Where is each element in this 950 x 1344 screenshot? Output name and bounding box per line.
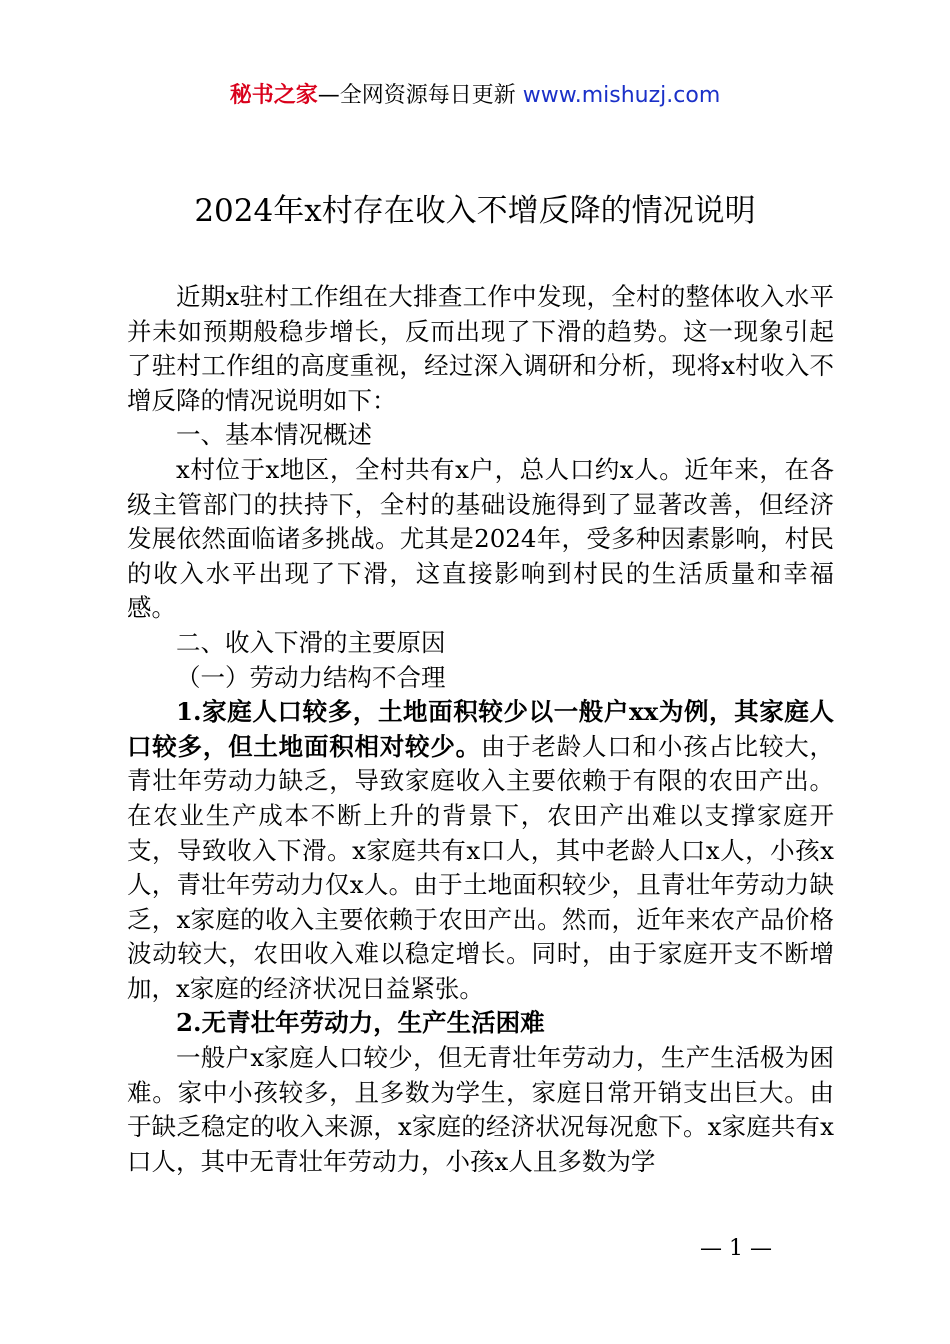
site-brand: 秘书之家 [229,83,318,108]
document-title: 2024年x村存在收入不增反降的情况说明 [194,193,756,229]
paragraph-point-2-heading [127,1006,834,1041]
paragraph-bold: 1.家庭人口较多，土地面积较少以一般户xx为例，其家庭人口较多，但土地面积相对较少。 [127,697,834,761]
section-heading-causes [127,626,834,661]
paragraph-text: 二、收入下滑的主要原因 [176,627,446,657]
site-url-link[interactable]: www.mishuzj.com [522,83,721,108]
paragraph-text: x村位于x地区，全村共有x户，总人口约x人。近年来，在各级主管部门的扶持下，全村的基础设施得到了显著改善，但经济发展依然面临诸多挑战。尤其是2024年，受多种因素影响，村民的收入水平出现了下滑，这直接影响到村民的生活质量和幸福感。 [127,454,834,623]
document-body [127,280,834,1179]
subsection-heading-labor [127,661,834,696]
site-banner [0,80,950,112]
paragraph-text: （一）劳动力结构不合理 [176,662,446,692]
paragraph-text: 一、基本情况概述 [176,420,372,450]
paragraph-text: 一般户x家庭人口较少，但无青壮年劳动力，生产生活极为困难。家中小孩较多，且多数为学生，家庭日常开销支出巨大。由于缺乏稳定的收入来源，x家庭的经济状况每况愈下。x家庭共有x口人，其中无青壮年劳动力，小孩x人且多数为学 [127,1043,834,1176]
paragraph-point-1 [127,695,834,1006]
paragraph-intro [127,280,834,418]
site-slogan: —全网资源每日更新 [317,83,523,108]
paragraph-text: 由于老龄人口和小孩占比较大，青壮年劳动力缺乏，导致家庭收入主要依赖于有限的农田产出。在农业生产成本不断上升的背景下，农田产出难以支撑家庭开支，导致收入下滑。x家庭共有x口人，其中老龄人口x人，小孩x人，青壮年劳动力仅x人。由于土地面积较少，且青壮年劳动力缺乏，x家庭的收入主要依赖于农田产出。然而，近年来农产品价格波动较大，农田收入难以稳定增长。同时，由于家庭开支不断增加，x家庭的经济状况日益紧张。 [127,731,835,1003]
paragraph-overview [127,453,834,626]
section-heading-overview [127,418,834,453]
paragraph-text: 近期x驻村工作组在大排查工作中发现，全村的整体收入水平并未如预期般稳步增长，反而出现了下滑的趋势。这一现象引起了驻村工作组的高度重视，经过深入调研和分析，现将x村收入不增反降的情况说明如下： [127,282,834,415]
page-number: — 1 — [700,1236,772,1261]
paragraph-bold: 2.无青壮年劳动力，生产生活困难 [176,1008,545,1038]
paragraph-point-2 [127,1041,834,1179]
